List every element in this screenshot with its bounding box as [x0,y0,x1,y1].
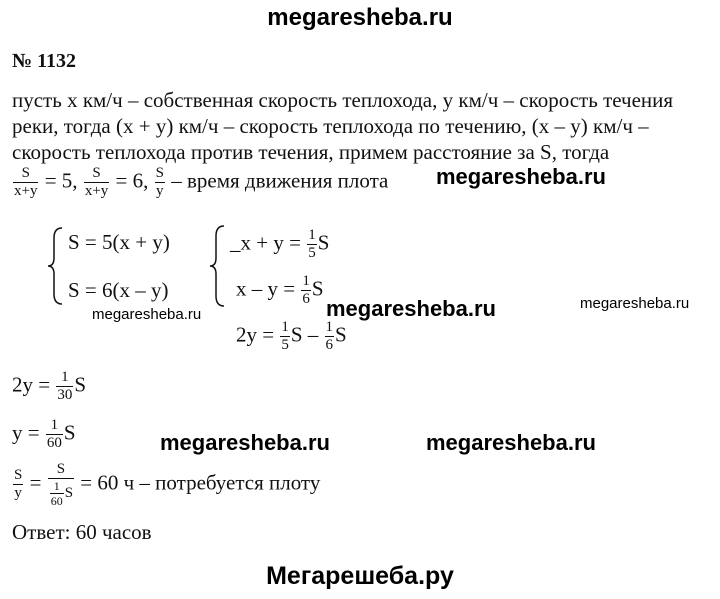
combined-equation: 2y = $\frac{1}{5}$ S – $\frac{1}{6}$ S [236,319,347,353]
fraction-s-over-sixtieth-s: S $\frac{1}{60}$ S [48,462,74,507]
fraction-s-over-xplusy-2: $\frac{S}{x+y}$ [84,165,109,199]
fraction-one-fifth: $\frac{1}{5}$ [308,227,316,261]
system2-brace-icon [208,224,228,308]
step-2y-equation: 2y = $\frac{1}{30}$ S [12,369,87,403]
fraction-one-sixth-b: $\frac{1}{6}$ [325,319,334,353]
fraction-one-sixth: $\frac{1}{6}$ [302,273,310,307]
watermark-middle: megaresheba.ru [326,296,496,321]
watermark-lower-left: megaresheba.ru [160,430,330,455]
watermark-small-right: megaresheba.ru [580,295,690,312]
watermark-mid-right: megaresheba.ru [436,164,606,189]
system2-eq2: x – y = $\frac{1}{6}$ S [236,273,324,307]
text-line-1: пусть x км/ч – собственная скорость теплохода, y км/ч – скорость течения [12,88,674,112]
step-y-equation: y = $\frac{1}{60}$ S [12,417,76,451]
fraction-one-fifth-b: $\frac{1}{5}$ [281,319,289,353]
fraction-s-over-xplusy-1: $\frac{S}{x+y}$ [14,165,38,199]
watermark-lower-right: megaresheba.ru [426,430,596,455]
watermark-small-left: megaresheba.ru [92,306,202,323]
system1-brace-icon [46,226,66,306]
step-time-equation: $\frac{S}{y}$ = S $\frac{1}{60}$ S = 60 ч – потребуется плоту [14,461,321,508]
fractions-line: $\frac{S}{x+y}$ = 5, $\frac{S}{x+y}$ = 6, $\frac{S}{y}$ – время движения плота [14,165,389,199]
answer: Ответ: 60 часов [12,520,152,544]
fraction-inner-one-sixtieth: $\frac{1}{60}$ [50,479,63,508]
fraction-one-sixtieth: $\frac{1}{60}$ [46,417,62,451]
subtraction-operator: _ [230,230,241,255]
text-line-3: скорость теплохода против течения, примем расстояние за S, тогда [12,140,610,164]
fraction-s-over-y: $\frac{S}{y}$ [155,165,164,199]
system2-eq1: _x + y = $\frac{1}{5}$ S [230,227,330,261]
watermark-footer: Мегарешеба.ру [266,562,454,590]
system1-eq2: S = 6(x – y) [68,278,169,302]
problem-number: № 1132 [12,50,76,72]
watermark-top: megaresheba.ru [267,4,453,31]
system1-eq1: S = 5(x + y) [68,230,170,254]
fraction-one-thirtieth: $\frac{1}{30}$ [57,369,73,403]
fraction-s-over-y-b: $\frac{S}{y}$ [14,467,23,501]
text-line-2: реки, тогда (x + y) км/ч – скорость теплохода по течению, (x – y) км/ч – [12,114,649,138]
